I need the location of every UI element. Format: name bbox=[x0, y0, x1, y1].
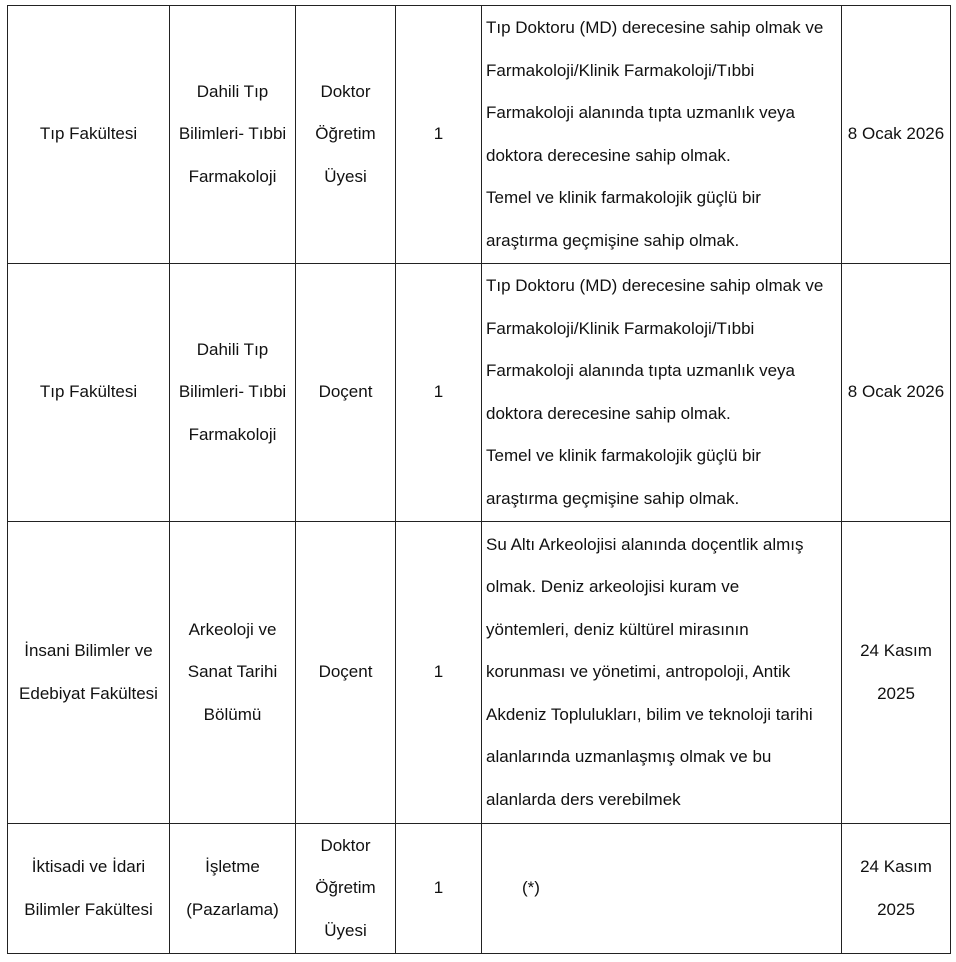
table-row bbox=[8, 522, 951, 824]
title-cell: Doçent bbox=[296, 522, 396, 824]
department-cell: Dahili Tıp Bilimleri- Tıbbi Farmakoloji bbox=[170, 264, 296, 522]
count-cell: 1 bbox=[396, 6, 482, 264]
requirements-cell: Tıp Doktoru (MD) derecesine sahip olmak ve Farmakoloji/Klinik Farmakoloji/Tıbbi Farmakoloji alanında tıpta uzmanlık veya doktora derecesine sahip olmak. Temel ve klinik farmakolojik güçlü bir araştırma geçmişine sahip olmak. bbox=[482, 6, 842, 264]
deadline-cell: 24 Kasım 2025 bbox=[842, 824, 951, 954]
faculty-cell: İktisadi ve İdari Bilimler Fakültesi bbox=[8, 824, 170, 954]
department-cell: Arkeoloji ve Sanat Tarihi Bölümü bbox=[170, 522, 296, 824]
faculty-cell: İnsani Bilimler ve Edebiyat Fakültesi bbox=[8, 522, 170, 824]
count-cell: 1 bbox=[396, 522, 482, 824]
faculty-cell: Tıp Fakültesi bbox=[8, 6, 170, 264]
count-cell: 1 bbox=[396, 824, 482, 954]
requirements-cell: Tıp Doktoru (MD) derecesine sahip olmak ve Farmakoloji/Klinik Farmakoloji/Tıbbi Farmakoloji alanında tıpta uzmanlık veya doktora derecesine sahip olmak. Temel ve klinik farmakolojik güçlü bir araştırma geçmişine sahip olmak. bbox=[482, 264, 842, 522]
table-row bbox=[8, 824, 951, 954]
requirements-cell: Su Altı Arkeolojisi alanında doçentlik almış olmak. Deniz arkeolojisi kuram ve yöntemleri, deniz kültürel mirasının korunması ve yönetimi, antropoloji, Antik Akdeniz Toplulukları, bilim ve teknoloji tarihi alanlarında uzmanlaşmış olmak ve bu alanlarda ders verebilmek bbox=[482, 522, 842, 824]
faculty-cell: Tıp Fakültesi bbox=[8, 264, 170, 522]
deadline-cell: 8 Ocak 2026 bbox=[842, 264, 951, 522]
department-cell: İşletme (Pazarlama) bbox=[170, 824, 296, 954]
table-row bbox=[8, 264, 951, 522]
deadline-cell: 8 Ocak 2026 bbox=[842, 6, 951, 264]
title-cell: Doçent bbox=[296, 264, 396, 522]
title-cell: Doktor Öğretim Üyesi bbox=[296, 6, 396, 264]
table-row bbox=[8, 6, 951, 264]
title-cell: Doktor Öğretim Üyesi bbox=[296, 824, 396, 954]
count-cell: 1 bbox=[396, 264, 482, 522]
positions-table bbox=[7, 5, 951, 954]
department-cell: Dahili Tıp Bilimleri- Tıbbi Farmakoloji bbox=[170, 6, 296, 264]
deadline-cell: 24 Kasım 2025 bbox=[842, 522, 951, 824]
requirements-cell: (*) bbox=[482, 824, 842, 954]
